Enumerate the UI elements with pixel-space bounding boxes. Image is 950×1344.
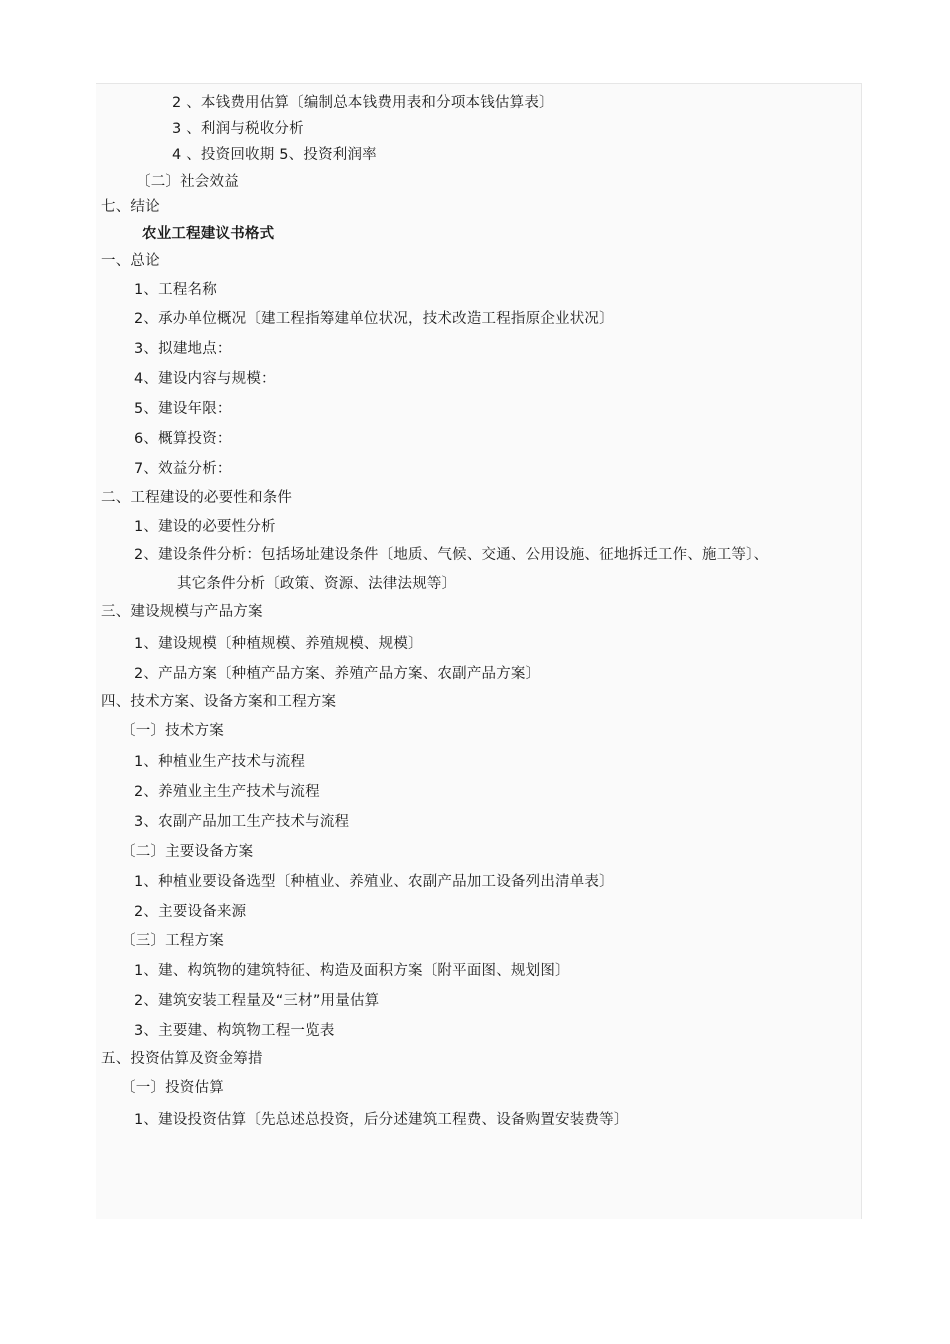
list-item: 3、农副产品加工生产技术与流程 (134, 814, 350, 830)
conclusion-heading: 七、结论 (101, 199, 160, 215)
list-item: 2、养殖业主生产技术与流程 (134, 784, 320, 800)
section-3-heading: 三、建设规模与产品方案 (101, 604, 263, 620)
list-item: 1、工程名称 (134, 282, 217, 298)
section-4-heading: 四、技术方案、设备方案和工程方案 (101, 694, 337, 710)
section-2-heading: 二、工程建设的必要性和条件 (101, 490, 293, 506)
list-item: 5、建设年限： (134, 401, 232, 417)
list-item: 4、建设内容与规模： (134, 371, 276, 387)
profit-tax-item: 3 、利润与税收分析 (172, 121, 304, 137)
list-item: 3、主要建、构筑物工程一览表 (134, 1023, 335, 1039)
section-5-heading: 五、投资估算及资金筹措 (101, 1051, 263, 1067)
list-item: 1、建设投资估算〔先总述总投资，后分述建筑工程费、设备购置安装费等〕 (134, 1112, 629, 1128)
subsection-heading: 〔一〕投资估算 (121, 1080, 224, 1096)
subsection-heading: 〔一〕技术方案 (121, 723, 224, 739)
list-item: 3、拟建地点： (134, 341, 232, 357)
list-item: 2、承办单位概况〔建工程指筹建单位状况，技术改造工程指原企业状况〕 (134, 311, 614, 327)
list-item: 1、种植业生产技术与流程 (134, 754, 306, 770)
list-item: 2、建设条件分析：包括场址建设条件〔地质、气候、交通、公用设施、征地拆迁工作、施工等〕、 (134, 547, 769, 563)
subsection-heading: 〔二〕主要设备方案 (121, 844, 254, 860)
payback-item: 4 、投资回收期 5、投资利润率 (172, 147, 377, 163)
list-item-continuation: 其它条件分析〔政策、资源、法律法规等〕 (177, 576, 457, 592)
list-item: 7、效益分析： (134, 461, 232, 477)
document-title: 农业工程建议书格式 (142, 226, 275, 242)
list-item: 1、建、构筑物的建筑特征、构造及面积方案〔附平面图、规划图〕 (134, 963, 570, 979)
list-item: 2、主要设备来源 (134, 904, 247, 920)
list-item: 1、建设的必要性分析 (134, 519, 276, 535)
list-item: 6、概算投资： (134, 431, 232, 447)
list-item: 1、建设规模〔种植规模、养殖规模、规模〕 (134, 636, 423, 652)
social-benefit-heading: 〔二〕社会效益 (136, 174, 239, 190)
list-item: 2、建筑安装工程量及“三材”用量估算 (134, 993, 380, 1009)
cost-estimate-item: 2 、本钱费用估算〔编制总本钱费用表和分项本钱估算表〕 (172, 95, 554, 111)
subsection-heading: 〔三〕工程方案 (121, 933, 224, 949)
section-1-heading: 一、总论 (101, 253, 160, 269)
list-item: 1、种植业要设备选型〔种植业、养殖业、农副产品加工设备列出清单表〕 (134, 874, 614, 890)
list-item: 2、产品方案〔种植产品方案、养殖产品方案、农副产品方案〕 (134, 666, 541, 682)
